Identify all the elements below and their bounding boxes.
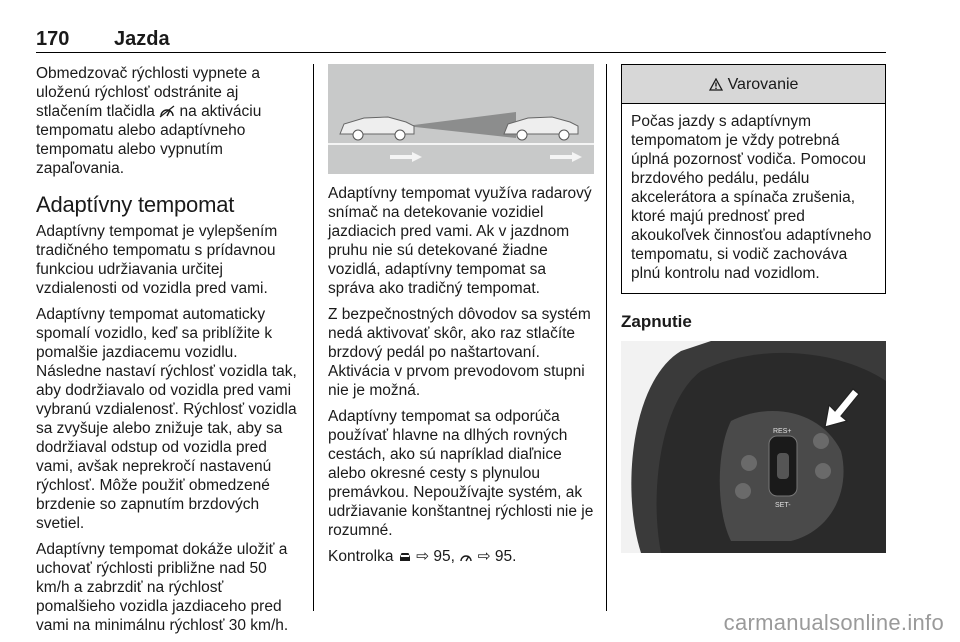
page-header <box>36 28 886 53</box>
column-2 <box>328 64 594 573</box>
res-plus-label: RES+ <box>773 428 792 435</box>
page-number: 170 <box>36 28 70 50</box>
arrow-ref-icon: ⇨ <box>416 548 430 565</box>
warning-title: Varovanie <box>727 75 799 93</box>
column-3 <box>621 64 886 553</box>
intro-paragraph: Obmedzovač rýchlosti vypnete a uloženú rýchlosť odstránite aj stlačením tlačidla na aktiváciu tempomatu alebo adaptívneho tempomatu alebo vypnutím zapaľovania. <box>36 65 262 177</box>
switch-on-heading: Zapnutie <box>621 312 692 331</box>
adaptive-cruise-heading: Adaptívny tempomat <box>36 192 235 217</box>
section-title: Jazda <box>114 28 170 50</box>
warning-header <box>622 65 885 104</box>
paragraph: Z bezpečnostných dôvodov sa systém nedá aktivovať skôr, ako raz stlačíte brzdový pedál po naštartovaní. Aktivácia v prvom prevodovom stupni nie je možná. <box>328 306 591 399</box>
warning-text: Počas jazdy s adaptívnym tempomatom je vždy potrebná úplná pozornosť vodiča. Pomocou brzdového pedálu, pedálu akcelerátora a spínača zrušenia, ktoré majú prednosť pred akoukoľvek činnosťou adaptívneho tempomatu, si vodič zachováva plnú kontrolu nad vozidlom. <box>631 113 872 282</box>
steering-wheel-photo <box>621 341 886 553</box>
cruise-control-icon <box>459 551 473 563</box>
column-1 <box>36 64 300 642</box>
paragraph: Adaptívny tempomat je vylepšením tradičného tempomatu s prídavnou funkciou udržiavania určitej vzdialenosti od vozidla pred vami. <box>36 223 278 297</box>
paragraph: Adaptívny tempomat využíva radarový snímač na detekovanie vozidiel jazdiacich pred vami. Ak v jazdnom pruhu nie sú detekované žiadne vozidlá, adaptívny tempomat sa správa ako tradičný tempomat. <box>328 185 592 297</box>
set-minus-label: SET- <box>775 502 791 509</box>
watermark: carmanualsonline.info <box>723 610 944 635</box>
indicator-reference: Kontrolka ⇨ 95, ⇨ 95. <box>328 548 517 565</box>
paragraph: Adaptívny tempomat automaticky spomalí vozidlo, keď sa priblížite k pomalšie jazdiacemu vozidlu. Následne nastaví rýchlosť vozidla tak, aby dodržiavalo od vozidla pred vami vybranú vzdialenosť. Rýchlosť vozidla sa zvyšuje alebo znižuje tak, aby sa dodržiaval odstup od vozidla pred vami, avšak neprekročí nastavenú rýchlosť. Môže použiť obmedzené brzdenie so zapnutím brzdových svetiel. <box>36 306 297 532</box>
arrow-ref-icon: ⇨ <box>477 548 491 565</box>
radar-illustration <box>328 64 594 174</box>
car-indicator-icon <box>398 551 412 563</box>
paragraph: Adaptívny tempomat dokáže uložiť a uchovať rýchlosti približne nad 50 km/h a zabrzdiť na rýchlosť pomalšieho vozidla jazdiaceho pred vami na minimálnu rýchlosť 30 km/h. <box>36 541 289 634</box>
speed-limiter-icon <box>159 105 175 118</box>
column-divider <box>313 64 314 611</box>
warning-box <box>621 64 886 294</box>
paragraph: Adaptívny tempomat sa odporúča používať hlavne na dlhých rovných cestách, ako sú napríklad diaľnice alebo okresné cesty s plynulou premávkou. Nepoužívajte systém, ak udržiavanie konštantnej rýchlosti nie je rozumné. <box>328 408 594 539</box>
warning-icon <box>709 78 723 91</box>
column-divider <box>606 64 607 611</box>
